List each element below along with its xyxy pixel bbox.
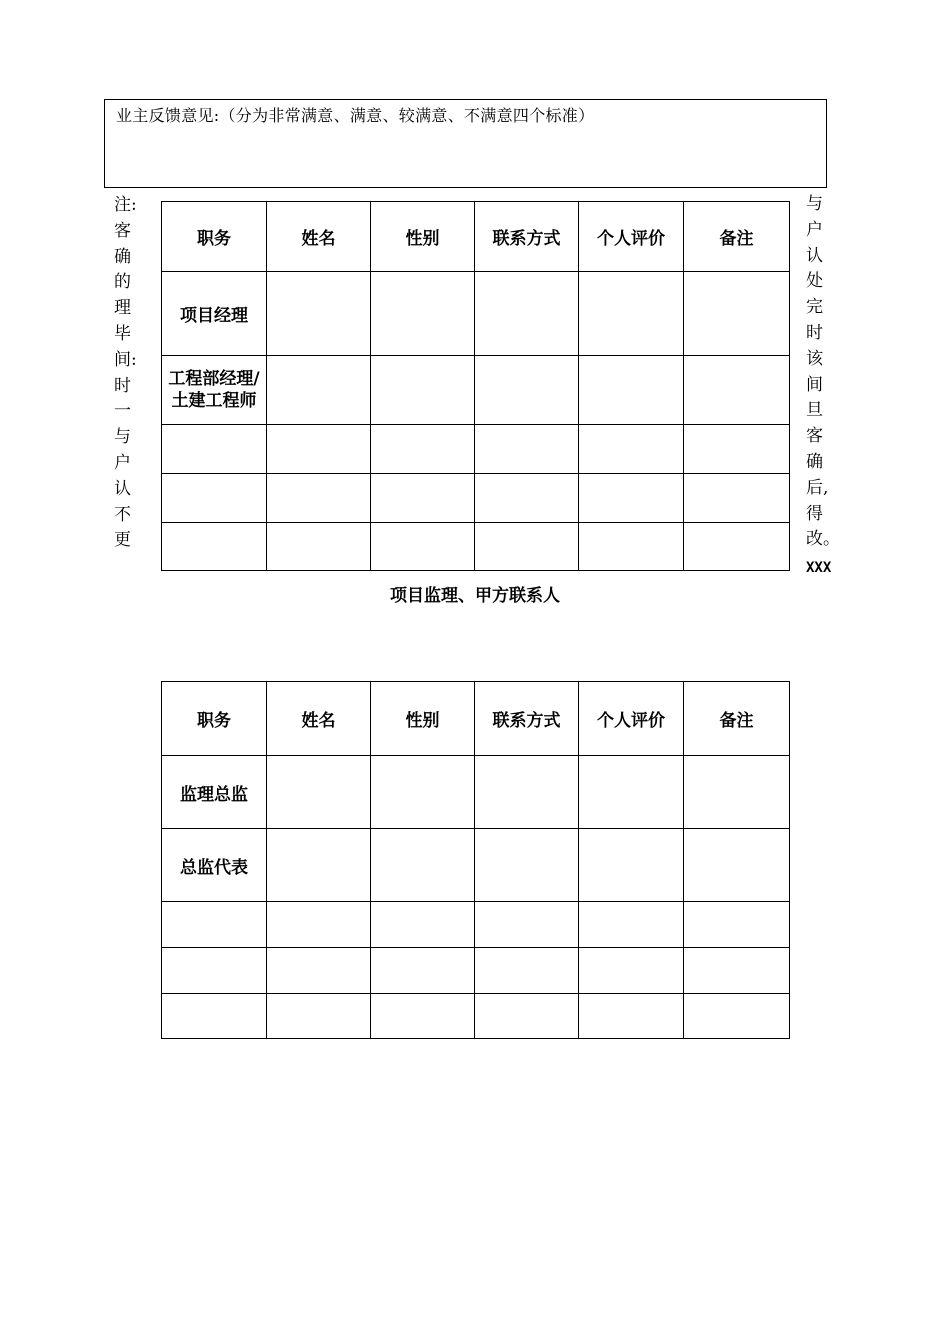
table-cell[interactable]: [162, 474, 267, 523]
table-row: [162, 474, 790, 523]
table-cell[interactable]: [371, 356, 475, 425]
right-note-char: 时: [806, 322, 823, 343]
right-note-char: 确: [806, 451, 823, 472]
header-cell: 个人评价: [579, 682, 684, 756]
table-cell[interactable]: [267, 523, 371, 571]
left-note-char: 户: [114, 452, 131, 473]
left-note-char: 时: [114, 375, 131, 396]
table-cell[interactable]: [684, 756, 790, 829]
table-cell[interactable]: [579, 829, 684, 902]
header-cell: 性别: [371, 682, 475, 756]
table-cell[interactable]: [579, 272, 684, 356]
table-cell[interactable]: [371, 425, 475, 474]
table-cell[interactable]: [579, 902, 684, 948]
left-note-char: 毕: [114, 323, 131, 344]
table-cell[interactable]: [162, 994, 267, 1039]
table-cell[interactable]: [267, 829, 371, 902]
table-cell[interactable]: [267, 948, 371, 994]
left-note-char: 客: [114, 220, 131, 241]
left-note-char: 更: [114, 530, 131, 551]
right-note-char: 完: [806, 297, 823, 318]
right-note-char: 客: [806, 426, 823, 447]
right-note-char: 改。: [806, 529, 840, 550]
table-cell[interactable]: [475, 523, 579, 571]
right-note-column: [806, 192, 840, 553]
header-cell: 性别: [371, 202, 475, 272]
right-note-char: 与: [806, 194, 823, 214]
table-cell[interactable]: [579, 948, 684, 994]
table-cell[interactable]: [684, 474, 790, 523]
left-note-char: 认: [114, 478, 131, 499]
table-cell[interactable]: [267, 272, 371, 356]
supervision-contacts-caption: 项目监理、甲方联系人: [390, 586, 560, 606]
table-cell: 项目经理: [162, 272, 267, 356]
table-cell[interactable]: [684, 425, 790, 474]
table-cell[interactable]: [267, 994, 371, 1039]
table-cell[interactable]: [579, 356, 684, 425]
table-cell[interactable]: [371, 474, 475, 523]
table-cell[interactable]: [475, 474, 579, 523]
header-cell: 联系方式: [475, 202, 579, 272]
right-note-char: 后,: [806, 477, 829, 498]
table-cell[interactable]: [475, 994, 579, 1039]
right-note-char: 间: [806, 374, 823, 395]
table-cell: 监理总监: [162, 756, 267, 829]
table-cell[interactable]: [267, 902, 371, 948]
header-cell: 备注: [684, 202, 790, 272]
right-note-tail: XXX: [806, 560, 832, 576]
table-cell[interactable]: [267, 474, 371, 523]
table-cell[interactable]: [684, 994, 790, 1039]
table-cell[interactable]: [579, 523, 684, 571]
supervision-contacts-table: [161, 681, 790, 1039]
left-note-char: 与: [114, 427, 131, 448]
header-cell: 姓名: [267, 682, 371, 756]
table-cell[interactable]: [579, 425, 684, 474]
left-note-char: 确: [114, 246, 131, 267]
left-note-char: 间:: [114, 349, 137, 370]
table-cell[interactable]: [684, 356, 790, 425]
table-row: [162, 829, 790, 902]
left-note-char: 注:: [114, 195, 137, 215]
left-note-char: 一: [114, 401, 131, 422]
table-row: [162, 523, 790, 571]
owner-feedback-label: 业主反馈意见:（分为非常满意、满意、较满意、不满意四个标准）: [116, 106, 595, 125]
project-staff-table: [161, 201, 790, 571]
table-cell[interactable]: [684, 523, 790, 571]
table-row: [162, 272, 790, 356]
table-cell: 总监代表: [162, 829, 267, 902]
table-cell[interactable]: [475, 948, 579, 994]
table-row: [162, 425, 790, 474]
left-note-column: [114, 193, 144, 554]
left-note-char: 的: [114, 272, 131, 293]
table-row: [162, 948, 790, 994]
table-cell[interactable]: [267, 356, 371, 425]
table-cell[interactable]: [579, 756, 684, 829]
table-cell[interactable]: [371, 902, 475, 948]
header-cell: 联系方式: [475, 682, 579, 756]
table-cell[interactable]: [684, 902, 790, 948]
table-cell[interactable]: [371, 948, 475, 994]
table-cell[interactable]: [267, 425, 371, 474]
header-cell: 姓名: [267, 202, 371, 272]
table-cell[interactable]: [475, 902, 579, 948]
table-cell[interactable]: [684, 829, 790, 902]
right-note-char: 旦: [806, 400, 823, 421]
table-cell[interactable]: [162, 425, 267, 474]
header-cell: 职务: [162, 682, 267, 756]
header-cell: 职务: [162, 202, 267, 272]
left-note-char: 理: [114, 298, 131, 319]
table-row: [162, 994, 790, 1039]
table-cell[interactable]: [684, 272, 790, 356]
right-note-char: 得: [806, 503, 823, 524]
table-row: [162, 756, 790, 829]
table-cell[interactable]: [371, 272, 475, 356]
table-header-row: [162, 202, 790, 272]
table-cell[interactable]: [475, 356, 579, 425]
table-cell[interactable]: [579, 474, 684, 523]
table-cell: 工程部经理/土建工程师: [162, 356, 267, 425]
left-note-char: 不: [114, 504, 131, 525]
right-note-char: 该: [806, 348, 823, 369]
table-header-row: [162, 682, 790, 756]
table-cell[interactable]: [475, 272, 579, 356]
table-cell[interactable]: [371, 523, 475, 571]
table-cell[interactable]: [371, 829, 475, 902]
right-note-char: 户: [806, 219, 823, 240]
header-cell: 备注: [684, 682, 790, 756]
right-note-char: 处: [806, 271, 823, 292]
right-note-char: 认: [806, 245, 823, 266]
table-cell[interactable]: [579, 994, 684, 1039]
table-cell[interactable]: [475, 425, 579, 474]
table-cell[interactable]: [684, 948, 790, 994]
table-cell[interactable]: [475, 756, 579, 829]
table-cell[interactable]: [267, 756, 371, 829]
table-cell[interactable]: [475, 829, 579, 902]
table-row: [162, 356, 790, 425]
table-row: [162, 902, 790, 948]
table-cell[interactable]: [162, 902, 267, 948]
table-cell[interactable]: [371, 756, 475, 829]
table-cell[interactable]: [371, 994, 475, 1039]
header-cell: 个人评价: [579, 202, 684, 272]
table-cell[interactable]: [162, 948, 267, 994]
owner-feedback-box: [104, 99, 827, 188]
table-cell[interactable]: [162, 523, 267, 571]
